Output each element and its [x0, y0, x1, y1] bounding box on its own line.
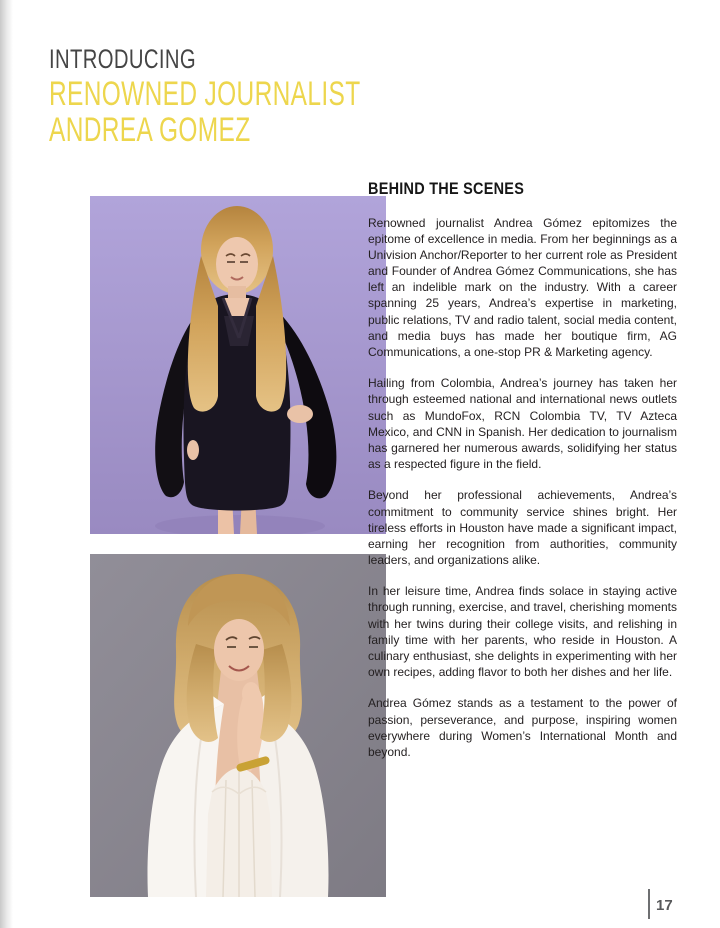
portrait-photo-black-blazer-purple — [90, 196, 386, 534]
portrait-illustration-top — [90, 196, 386, 534]
portrait-photo-white-blazer-gray — [90, 554, 386, 897]
title-line-2: ANDREA GOMEZ — [49, 111, 251, 149]
page-number-value: 17 — [656, 897, 673, 914]
page-number — [648, 889, 673, 919]
page-title — [49, 76, 482, 148]
article-paragraph-4: In her leisure time, Andrea finds solace in staying active through running, exercise, and travel, cherishing moments with her twins during their college visits, and relishing in family time with her parents, who reside in Houston. A culinary enthusiast, she delights in experimenting with her own recipes, adding flavor to both her dishes and her life. — [368, 584, 677, 679]
title-line-1: RENOWNED JOURNALIST — [49, 75, 361, 113]
article — [368, 179, 677, 775]
article-paragraph-2: Hailing from Colombia, Andrea’s journey has taken her through esteemed national and international news outlets such as MundoFox, RCN Colombia TV, TV Azteca Mexico, and CNN in Spanish. Her dedication to journalism has garnered her numerous awards, solidifying her status as a respected figure in the field. — [368, 376, 677, 471]
article-paragraph-5: Andrea Gómez stands as a testament to the power of passion, perseverance, and purpose, inspiring women everywhere during Women’s International Month and beyond. — [368, 696, 677, 759]
page-left-edge-shadow — [0, 0, 13, 928]
page-header — [49, 46, 482, 148]
article-paragraph-1: Renowned journalist Andrea Gómez epitomizes the epitome of excellence in media. From her beginnings as a Univision Anchor/Reporter to her current role as President and Founder of Andrea Gómez Communications, she has left an indelible mark on the industry. With a career spanning 25 years, Andrea’s expertise in marketing, public relations, TV and radio talent, social media content, and media buys has made her boutique firm, AG Communications, a one-stop PR & Marketing agency. — [368, 216, 677, 359]
page-number-rule — [648, 889, 650, 919]
portrait-illustration-bottom — [90, 554, 386, 897]
article-paragraph-3: Beyond her professional achievements, Andrea’s commitment to community service shines bright. Her tireless efforts in Houston have made a significant impact, earning her recognition from authorities, community leaders, and organizations alike. — [368, 488, 677, 567]
kicker: INTRODUCING — [49, 44, 196, 74]
article-heading: BEHIND THE SCENES — [368, 179, 525, 198]
